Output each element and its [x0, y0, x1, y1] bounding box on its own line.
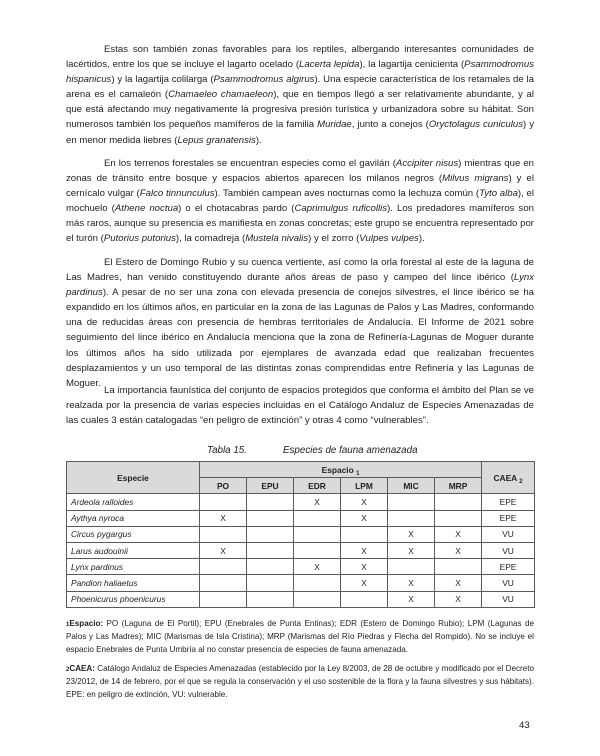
species-name: Ardeola ralloides — [67, 494, 200, 510]
presence-cell: X — [388, 542, 435, 558]
presence-cell: X — [341, 542, 388, 558]
presence-cell — [388, 494, 435, 510]
presence-cell — [200, 591, 247, 607]
header-col-lpm: LPM — [341, 478, 388, 494]
caea-status: VU — [482, 575, 535, 591]
presence-cell — [247, 542, 294, 558]
presence-cell — [247, 559, 294, 575]
presence-cell: X — [435, 575, 482, 591]
presence-cell — [294, 591, 341, 607]
caea-status: EPE — [482, 494, 535, 510]
presence-cell: X — [435, 526, 482, 542]
header-col-mic: MIC — [388, 478, 435, 494]
presence-cell — [435, 510, 482, 526]
presence-cell — [294, 510, 341, 526]
presence-cell — [200, 559, 247, 575]
presence-cell: X — [435, 542, 482, 558]
presence-cell — [388, 510, 435, 526]
table-caption-number: Tabla 15. — [207, 445, 247, 456]
table-row — [67, 591, 535, 607]
caea-status: VU — [482, 526, 535, 542]
footnote-caea: 2CAEA: Catálogo Andaluz de Especies Amenazadas (establecido por la Ley 8/2003, de 28 de octubre y modificado por el Decreto 23/2012, de 14 de febrero, por el que se regula la conservación y el uso sostenible de la flora y la fauna silvestres y sus hábitats). EPE: en peligro de extinción, VU: vulnerable. — [66, 664, 534, 699]
header-col-epu: EPU — [247, 478, 294, 494]
threatened-fauna-table — [66, 461, 535, 608]
presence-cell: X — [200, 510, 247, 526]
presence-cell — [341, 526, 388, 542]
presence-cell: X — [294, 559, 341, 575]
presence-cell — [294, 542, 341, 558]
presence-cell — [294, 575, 341, 591]
species-name: Aythya nyroca — [67, 510, 200, 526]
presence-cell — [435, 494, 482, 510]
presence-cell — [294, 526, 341, 542]
presence-cell: X — [388, 526, 435, 542]
presence-cell: X — [435, 591, 482, 607]
presence-cell — [247, 526, 294, 542]
presence-cell — [247, 510, 294, 526]
presence-cell: X — [388, 591, 435, 607]
page-number: 43 — [519, 720, 530, 731]
presence-cell — [200, 494, 247, 510]
caea-status: EPE — [482, 510, 535, 526]
paragraph-reptiles: Estas son también zonas favorables para los reptiles, albergando interesantes comunidades de lacértidos, entre los que se incluye el lagarto ocelado (Lacerta lepida), la lagartija cenicienta (Psammodromus hispanicus) y la lagartija colilarga (Psammodromus algirus). Una especie característica de los retamales de la arena es el camaleón (Chamaeleo chamaeleon), que en tiempos llegó a ser relativamente abundante, y al que está afectando muy negativamente la progresiva presión turística y urbanizadora sobre su hábitat. Son numerosos también los pequeños mamíferos de la familia Muridae, junto a conejos (Oryctolagus cuniculus) y en menor medida liebres (Lepus granatensis). — [66, 44, 535, 146]
presence-cell: X — [341, 559, 388, 575]
paragraph-forest-birds: En los terrenos forestales se encuentran especies como el gavilán (Accipiter nisus) mientras que en zonas de tránsito entre bosque y espacios abiertos aparecen los milanos negros (Milvus migrans) y el cernícalo vulgar (Falco tinnunculus). También campean aves nocturnas como la lechuza común (Tyto alba), el mochuelo (Athene noctua) o el chotacabras pardo (Caprimulgus ruficollis). Los predadores mamíferos son más raros, aunque su presencia es manifiesta en zonas concretas; este grupo se encuentra representado por el turón (Putorius putorius), la comadreja (Mustela nivalis) y el zorro (Vulpes vulpes). — [66, 158, 535, 245]
presence-cell — [247, 575, 294, 591]
species-name: Phoenicurus phoenicurus — [67, 591, 200, 607]
presence-cell — [200, 526, 247, 542]
paragraph-lynx: El Estero de Domingo Rubio y su cuenca vertiente, así como la orla forestal al este de la laguna de Las Madres, han venido constituyendo durante años áreas de paso y campeo del lince ibérico (Lynx pardinus). A pesar de no ser una zona con elevada presencia de conejos silvestres, el lince ibérico se ha expandido en los últimos años, en particular en la zona de las Lagunas de Palos y Las Madres, conformando una de reducidas áreas con presencia de hembras territoriales de Andalucía. El Informe de 2021 sobre seguimiento del lince ibérico en Andalucía menciona que la zona de Refinería-Lagunas de Moguer durante los últimos años ha sido utilizada por ejemplares de avanzada edad que realizaban frecuentes desplazamientos y un uso temporal de las distintas zonas comprendidas entre Refinería y las Lagunas de Moguer. — [66, 257, 534, 389]
species-name: Circus pygargus — [67, 526, 200, 542]
header-especie: Especie — [67, 462, 200, 494]
table-row — [67, 526, 535, 542]
presence-cell: X — [294, 494, 341, 510]
presence-cell: X — [200, 542, 247, 558]
table-caption — [207, 445, 418, 456]
table-caption-title: Especies de fauna amenazada — [283, 445, 418, 456]
presence-cell: X — [341, 510, 388, 526]
presence-cell — [200, 575, 247, 591]
presence-cell: X — [341, 575, 388, 591]
table-row — [67, 559, 535, 575]
header-espacio: Espacio $_1$ — [200, 462, 482, 478]
header-caea: CAEA $_2$ — [482, 462, 535, 494]
presence-cell: X — [341, 494, 388, 510]
table-row — [67, 510, 535, 526]
table-row — [67, 575, 535, 591]
species-name: Lynx pardinus — [67, 559, 200, 575]
presence-cell — [247, 591, 294, 607]
species-name: Larus audouinii — [67, 542, 200, 558]
paragraph-fauna-importance: La importancia faunística del conjunto de espacios protegidos que conforma el ámbito del Plan se ve realzada por la presencia de varias especies incluidas en el Catálogo Andaluz de Especies Amenazadas de las cuales 3 están catalogadas “en peligro de extinción” y otras 4 como “vulnerables”. — [66, 385, 534, 427]
caea-status: VU — [482, 542, 535, 558]
footnote-espacio: 1Espacio: PO (Laguna de El Portil); EPU (Enebrales de Punta Entinas); EDR (Estero de Domingo Rubio); LPM (Lagunas de Palos y Las Madres); MIC (Marismas de Isla Cristina); MRP (Marismas del Río Piedras y Flecha del Rompido). No se incluye el espacio Enebrales de Punta Umbría al no constar presencia de especies de fauna amenazada. — [66, 619, 534, 654]
species-name: Pandion haliaetus — [67, 575, 200, 591]
header-col-edr: EDR — [294, 478, 341, 494]
presence-cell — [435, 559, 482, 575]
header-col-po: PO — [200, 478, 247, 494]
presence-cell — [341, 591, 388, 607]
table-row — [67, 494, 535, 510]
presence-cell — [247, 494, 294, 510]
presence-cell — [388, 559, 435, 575]
header-col-mrp: MRP — [435, 478, 482, 494]
caea-status: EPE — [482, 559, 535, 575]
presence-cell: X — [388, 575, 435, 591]
table-row — [67, 542, 535, 558]
caea-status: VU — [482, 591, 535, 607]
